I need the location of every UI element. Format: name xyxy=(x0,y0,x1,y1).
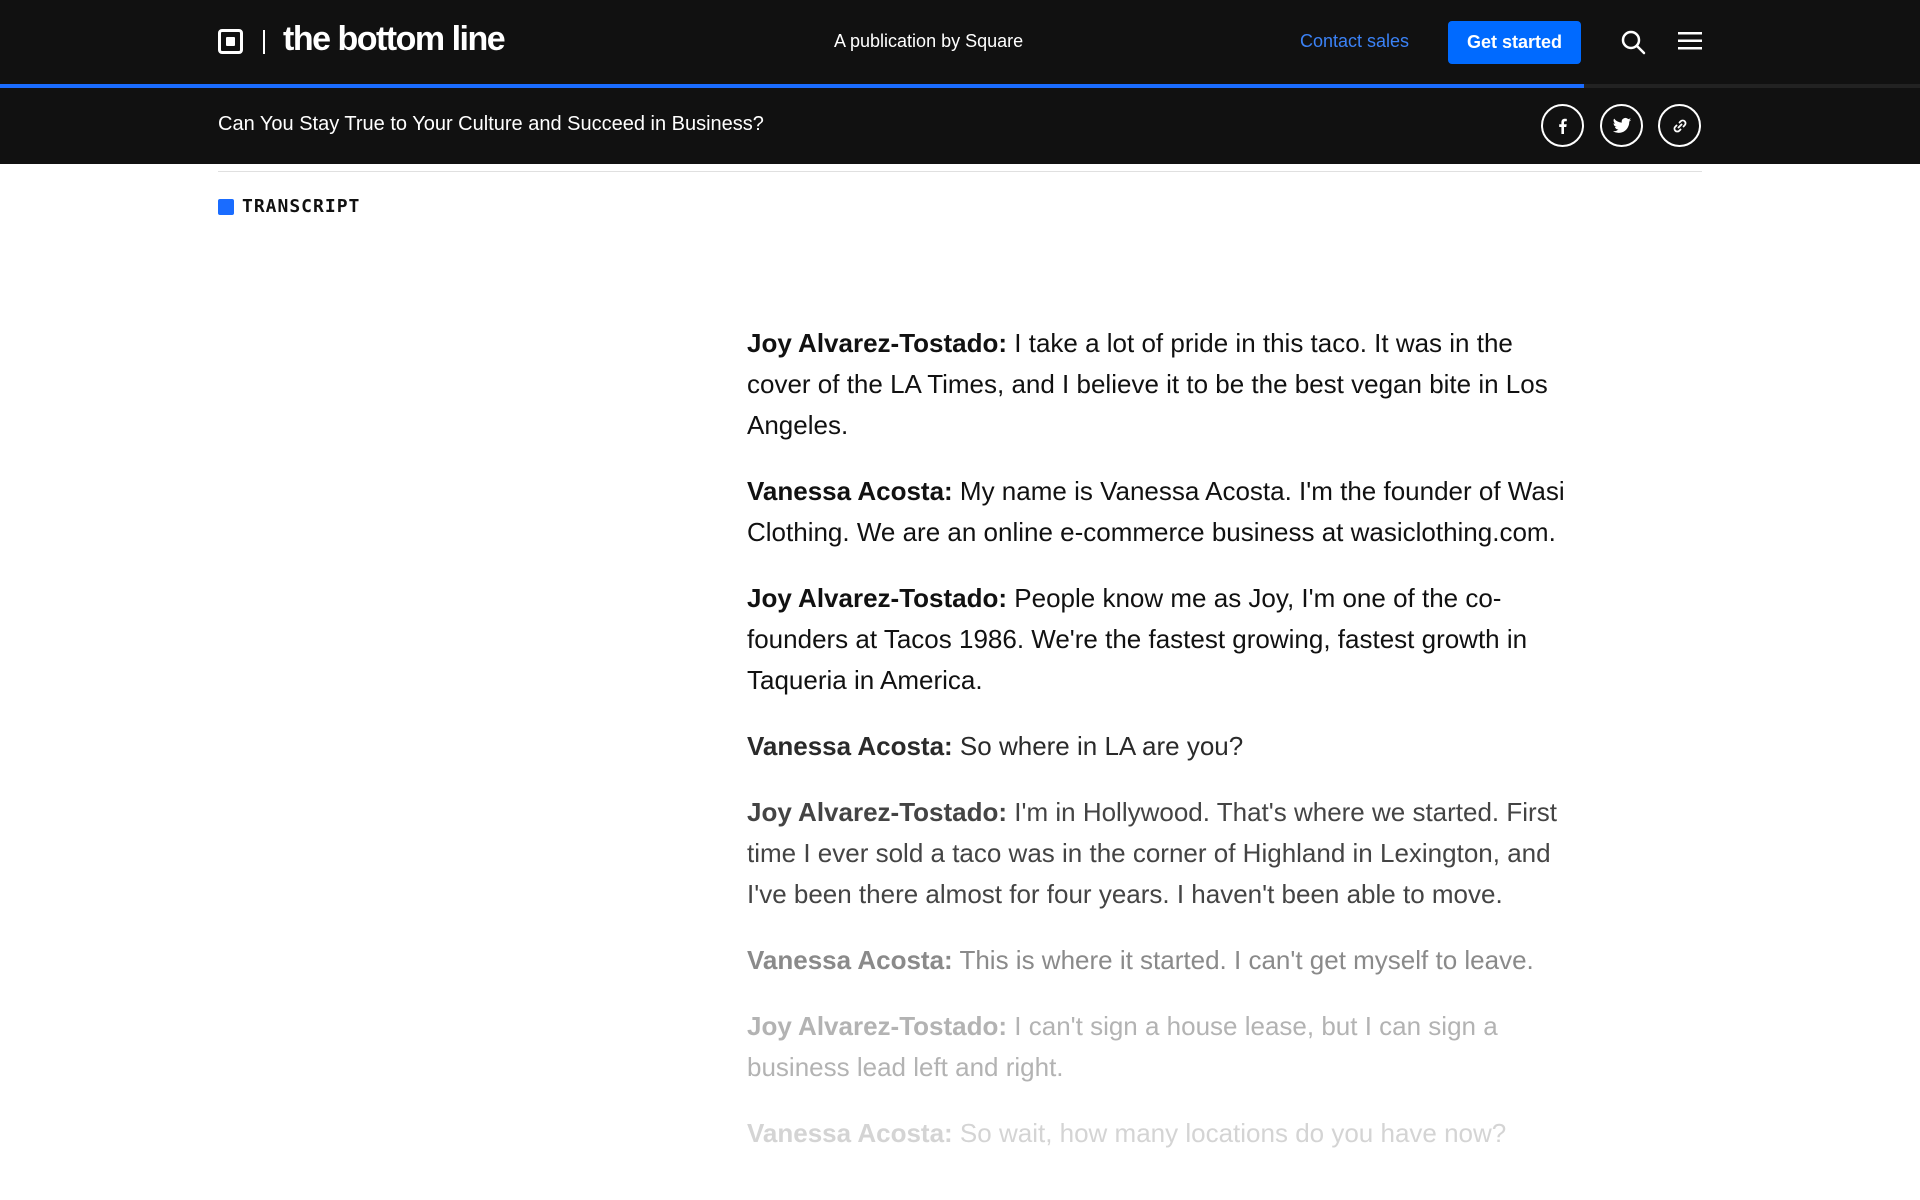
speaker-name: Vanessa Acosta: xyxy=(747,476,953,506)
copy-link-button[interactable] xyxy=(1658,104,1701,147)
speaker-name: Vanessa Acosta: xyxy=(747,1118,953,1148)
transcript-line xyxy=(747,323,1567,446)
line-text: I take a lot of pride in this taco. It was in the cover of the LA Times, and I believe it to be the best vegan bite in Los Angeles. xyxy=(747,328,1548,440)
transcript-line xyxy=(747,1006,1567,1088)
contact-sales-link[interactable]: Contact sales xyxy=(1300,31,1410,51)
line-text: I can't sign a house lease, but I can sign a business lead left and right. xyxy=(747,1011,1498,1082)
brand-logo[interactable]: the bottom line xyxy=(283,20,505,58)
section-divider xyxy=(218,171,1702,172)
twitter-icon xyxy=(1612,117,1632,135)
speaker-name: Joy Alvarez-Tostado: xyxy=(747,797,1008,827)
line-text: So where in LA are you? xyxy=(952,731,1244,761)
speaker-name: Joy Alvarez-Tostado: xyxy=(747,328,1008,358)
section-marker-icon xyxy=(218,199,234,215)
speaker-name: Vanessa Acosta: xyxy=(747,945,953,975)
speaker-name: Joy Alvarez-Tostado: xyxy=(747,583,1008,613)
article-title: Can You Stay True to Your Culture and Succeed in Business? xyxy=(218,113,764,135)
facebook-icon xyxy=(1554,117,1572,135)
link-icon xyxy=(1671,117,1689,135)
line-text: So wait, how many locations do you have now? xyxy=(952,1118,1507,1148)
line-text: People know me as Joy, I'm one of the co-founders at Tacos 1986. We're the fastest growing, fastest growth in Taqueria in America. xyxy=(747,583,1528,695)
transcript-line xyxy=(747,940,1567,981)
transcript-line xyxy=(747,726,1567,767)
section-label xyxy=(218,196,360,217)
line-text: This is where it started. I can't get myself to leave. xyxy=(952,945,1534,975)
article-subheader xyxy=(0,88,1920,164)
transcript-line xyxy=(747,578,1567,701)
search-icon[interactable] xyxy=(1620,29,1646,55)
menu-icon[interactable] xyxy=(1677,30,1703,52)
get-started-button[interactable]: Get started xyxy=(1448,21,1581,64)
share-facebook-button[interactable] xyxy=(1541,104,1584,147)
publication-tagline: A publication by Square xyxy=(834,31,1024,51)
transcript-line xyxy=(747,471,1567,553)
transcript-line xyxy=(747,792,1567,915)
square-logo-icon[interactable] xyxy=(218,29,243,54)
transcript-body xyxy=(747,323,1567,1179)
speaker-name: Vanessa Acosta: xyxy=(747,731,953,761)
logo-divider xyxy=(263,30,265,54)
transcript-line xyxy=(747,1113,1567,1154)
section-label-text: TRANSCRIPT xyxy=(242,196,361,217)
line-text: My name is Vanessa Acosta. I'm the founder of Wasi Clothing. We are an online e-commerce business at wasiclothing.com. xyxy=(747,476,1565,547)
speaker-name: Joy Alvarez-Tostado: xyxy=(747,1011,1008,1041)
top-nav xyxy=(0,0,1920,87)
line-text: I'm in Hollywood. That's where we started. First time I ever sold a taco was in the corner of Highland in Lexington, and I've been there almost for four years. I haven't been able to move. xyxy=(747,797,1557,909)
share-twitter-button[interactable] xyxy=(1600,104,1643,147)
